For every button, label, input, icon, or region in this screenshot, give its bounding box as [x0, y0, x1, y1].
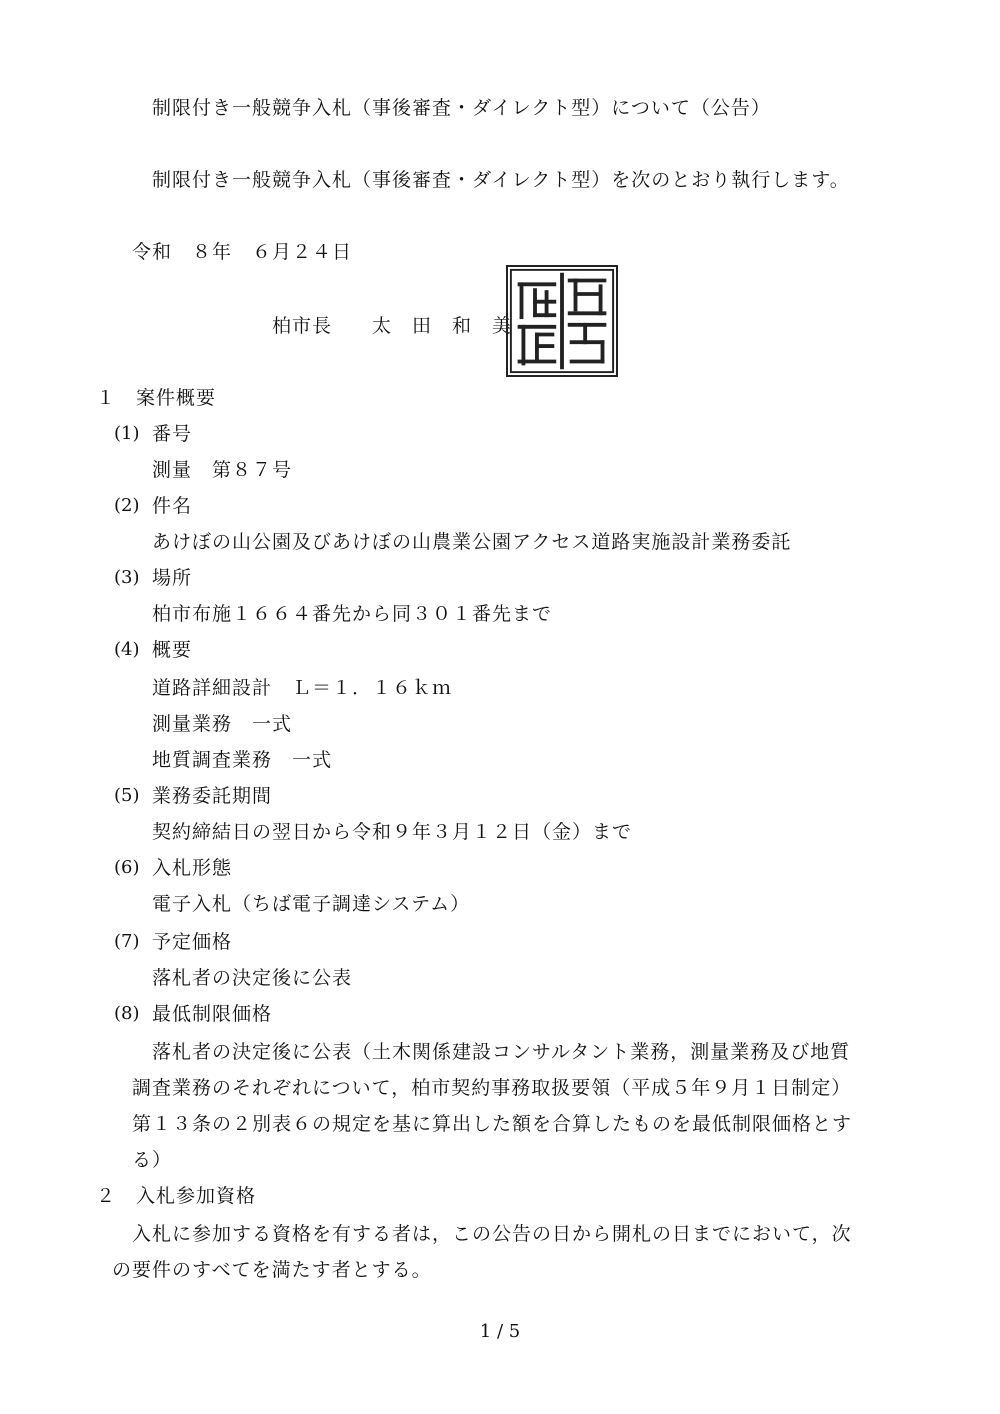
section2-paragraph-line2: の要件のすべてを満たす者とする。: [112, 1259, 432, 1281]
item1-value: 測量 第８７号: [152, 459, 293, 481]
item4-value-line2: 測量業務 一式: [152, 713, 293, 735]
item8-label: 最低制限価格: [152, 1003, 273, 1025]
item1-number: (1): [114, 423, 140, 444]
item7-label: 予定価格: [152, 931, 233, 953]
item8-value-line1: 落札者の決定後に公表（土木関係建設コンサルタント業務，測量業務及び地質: [152, 1041, 851, 1063]
item4-number: (4): [114, 639, 140, 660]
seal-stamp-icon: [508, 267, 616, 375]
item5-number: (5): [114, 785, 140, 806]
section2-heading: ２ 入札参加資格: [96, 1185, 257, 1207]
item7-number: (7): [114, 931, 140, 952]
section1-heading: １ 案件概要: [96, 387, 217, 409]
notice-title: 制限付き一般競争入札（事後審査・ダイレクト型）について（公告）: [152, 97, 771, 119]
item1-label: 番号: [152, 423, 193, 445]
item4-label: 概要: [152, 639, 193, 661]
item3-number: (3): [114, 567, 140, 588]
item7-value: 落札者の決定後に公表: [152, 967, 353, 989]
official-seal: [506, 265, 618, 377]
item2-label: 件名: [152, 495, 193, 517]
notice-date: 令和 ８年 ６月２４日: [132, 241, 353, 263]
item2-number: (2): [114, 495, 140, 516]
item8-number: (8): [114, 1003, 140, 1024]
item6-label: 入札形態: [152, 857, 233, 879]
item3-label: 場所: [152, 567, 193, 589]
item2-value: あけぼの山公園及びあけぼの山農業公園アクセス道路実施設計業務委託: [152, 531, 792, 553]
item5-value: 契約締結日の翌日から令和９年３月１２日（金）まで: [152, 821, 633, 843]
item4-value-line3: 地質調査業務 一式: [152, 749, 333, 771]
item8-value-line4: る）: [132, 1149, 173, 1171]
item8-value-line3: 第１３条の２別表６の規定を基に算出した額を合算したものを最低制限価格とす: [132, 1113, 853, 1135]
section2-paragraph-line1: 入札に参加する資格を有する者は，この公告の日から開札の日までにおいて，次: [132, 1223, 852, 1245]
page-number: 1 / 5: [479, 1321, 521, 1342]
item8-value-line2: 調査業務のそれぞれについて，柏市契約事務取扱要領（平成５年９月１日制定）: [132, 1077, 852, 1099]
item6-value: 電子入札（ちば電子調達システム）: [152, 893, 471, 915]
item5-label: 業務委託期間: [152, 785, 273, 807]
signatory: 柏市長 太 田 和 美: [272, 315, 513, 337]
notice-intro: 制限付き一般競争入札（事後審査・ダイレクト型）を次のとおり執行します。: [152, 169, 850, 191]
item4-value-line1: 道路詳細設計 Ｌ＝１．１６ｋｍ: [152, 677, 453, 699]
item3-value: 柏市布施１６６４番先から同３０１番先まで: [152, 603, 553, 625]
item6-number: (6): [114, 857, 140, 878]
